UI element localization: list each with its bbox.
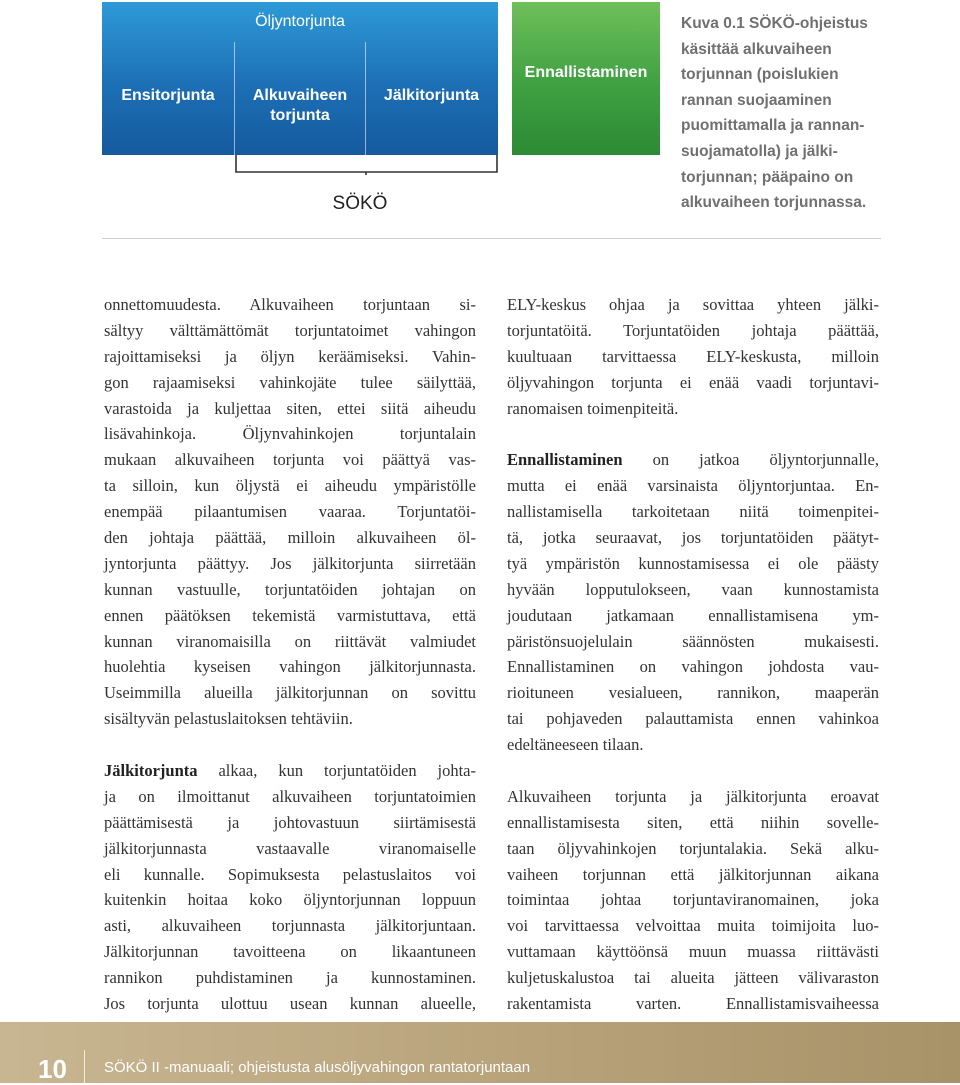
text-line: sisältyvän pelastuslaitoksen tehtäviin. (104, 709, 353, 729)
text-line: eli kunnalle. Sopimuksesta pelastuslaitos voi (104, 864, 476, 884)
text-line: ennallistamisesta siten, että niihin sovelle- (507, 812, 879, 832)
text-line: ennen päätöksen tekemistä varmistuttava, että (104, 605, 476, 625)
text-line: hyvään lopputulokseen, vaan kunnostamista (507, 579, 879, 599)
caption-line: torjunnan (poislukien (681, 66, 839, 84)
caption-line: puomittamalla ja rannan- (681, 117, 865, 135)
text-fragment: on jatkoa öljyntorjunnalle, (622, 450, 879, 470)
text-line: rioituneen vesialueen, rannikon, maaperän (507, 683, 879, 703)
text-line: Ennallistaminen on vahingon johdosta vau- (507, 657, 879, 677)
text-line: taan öljyvahinkojen torjuntalakia. Sekä alku- (507, 838, 879, 858)
text-line (507, 447, 879, 473)
text-line: ta silloin, kun öljystä ei aiheudu ympäristölle (104, 476, 476, 496)
text-line: toimintaa johtaa torjuntaviranomainen, joka (507, 890, 879, 910)
page-number: 10 (38, 1054, 67, 1084)
text-line: kunnan vastuulle, torjuntatöiden johtajan on (104, 579, 476, 599)
soko-scope-label: SÖKÖ (332, 193, 388, 214)
text-line: jyntorjunta päättyy. Jos jälkitorjunta siirretään (104, 553, 476, 573)
text-line: Alkuvaiheen torjunta ja jälkitorjunta eroavat (507, 786, 879, 806)
text-line: ranomaisen toimenpiteitä. (507, 398, 679, 418)
text-line: rajoittamiseksi ja öljyn keräämiseksi. Vahin- (104, 346, 476, 366)
text-line: nallistamisella tarkoitetaan niitä toimenpitei- (507, 502, 879, 522)
section-divider (102, 238, 881, 239)
text-line: rakentamista varten. Ennallistamisvaiheessa (507, 994, 879, 1014)
text-line: rannikon puhdistaminen ja kunnostaminen. (104, 968, 476, 988)
figure-caption (681, 11, 911, 216)
text-line: jälkitorjunnasta vastaavalle viranomaiselle (104, 838, 476, 858)
text-line: mukaan alkuvaiheen torjunta voi päättyä vas- (104, 450, 476, 470)
caption-line: suojamatolla) ja jälki- (681, 142, 838, 160)
term-restoration: Ennallistaminen (507, 450, 623, 470)
text-line: varastoida ja kuljettaa siten, ettei siitä aiheudu (104, 398, 476, 418)
caption-line: torjunnan; pääpaino on (681, 168, 854, 186)
text-line: vuttamaan käyttöönsä muun muassa riittävästi (507, 942, 879, 962)
text-line: tai pohjaveden palauttamista ennen vahinkoa (507, 709, 879, 729)
caption-line: käsittää alkuvaiheen (681, 40, 832, 58)
body-column-left (104, 292, 476, 1017)
text-line: ja on ilmoittanut alkuvaiheen torjuntatoimien (104, 786, 476, 806)
term-post-response: Jälkitorjunta (104, 761, 198, 781)
caption-line: Kuva 0.1 SÖKÖ-ohjeistus (681, 15, 868, 32)
body-column-right (507, 292, 879, 1017)
text-line: Jälkitorjunnan tavoitteena on likaantuneen (104, 942, 476, 962)
text-fragment: alkaa, kun torjuntatöiden johta- (197, 761, 476, 781)
text-line: gon rajaamiseksi vahinkojäte tulee säilyttää, (104, 372, 476, 392)
text-line: päristönsuojelulain säännösten mukaisesti. (507, 631, 879, 651)
text-line: Jos torjunta ulottuu usean kunnan alueelle, (104, 994, 476, 1014)
text-line: huolehtia kyseisen vahingon jälkitorjunnasta. (104, 657, 476, 677)
text-line: vaiheen torjunnan että jälkitorjunnan aikana (507, 864, 879, 884)
footer-divider (84, 1050, 85, 1083)
text-line: lisävahinkoja. Öljynvahinkojen torjuntalain (104, 424, 476, 444)
text-line: kuitenkin hoitaa koko öljyntorjunnan loppuun (104, 890, 476, 910)
footer-title: SÖKÖ II -manuaali; ohjeistusta alusöljyvahingon rantatorjuntaan (104, 1059, 531, 1076)
text-line: tä, jotka seuraavat, jos torjuntatöiden päätyt- (507, 528, 879, 548)
text-line: kuultuaan tarvittaessa ELY-keskusta, milloin (507, 346, 879, 366)
text-line: den johtaja päättää, milloin alkuvaiheen öl- (104, 528, 476, 548)
page-footer (0, 1022, 960, 1083)
text-line: torjuntatöitä. Torjuntatöiden johtaja päättää, (507, 320, 879, 340)
text-line: voi tarvittaessa velvoittaa muita toimijoita luo- (507, 916, 879, 936)
oil-response-group-title: Öljyntorjunta (255, 13, 345, 30)
diagram-divider (234, 42, 235, 157)
text-line: joudutaan jatkamaan ennallistamisena ym- (507, 605, 879, 625)
text-line: kuljetuskalustoa tai alueita jätteen välivaraston (507, 968, 879, 988)
soko-scope-bracket (235, 155, 498, 175)
caption-line: alkuvaiheen torjunnassa. (681, 194, 867, 212)
oil-response-diagram (102, 2, 498, 155)
caption-line: rannan suojaaminen (681, 91, 832, 109)
restoration-label: Ennallistaminen (524, 64, 648, 81)
text-line: öljyvahingon torjunta ei enää vaadi torjuntavi- (507, 372, 879, 392)
initial-response-label: Ensitorjunta (121, 87, 215, 104)
text-line: päättämisestä ja johtovastuun siirtämisestä (104, 812, 476, 832)
post-response-label: Jälkitorjunta (383, 87, 480, 104)
early-phase-response-label: Alkuvaiheen torjunta (252, 87, 348, 124)
text-line: onnettomuudesta. Alkuvaiheen torjuntaan si- (104, 295, 476, 314)
text-line: Useimmilla alueilla jälkitorjunnan on sovittu (104, 683, 476, 703)
text-line: kunnan viranomaisilla on riittävät valmiudet (104, 631, 476, 651)
text-line: ELY-keskus ohjaa ja sovittaa yhteen jälki- (507, 295, 879, 314)
text-line: mutta ei enää varsinaista öljyntorjuntaa. En- (507, 476, 879, 496)
text-line: sältyy välttämättömät torjuntatoimet vahingon (104, 320, 476, 340)
text-line (104, 758, 476, 784)
text-line: asti, alkuvaiheen torjunnasta jälkitorjuntaan. (104, 916, 476, 936)
text-line: edeltäneeseen tilaan. (507, 735, 644, 755)
text-line: tyä ympäristön kunnostamisessa ei ole päästy (507, 553, 879, 573)
text-line: enempää pilaantumisen vaaraa. Torjuntatöi- (104, 502, 476, 522)
restoration-box (512, 2, 660, 155)
